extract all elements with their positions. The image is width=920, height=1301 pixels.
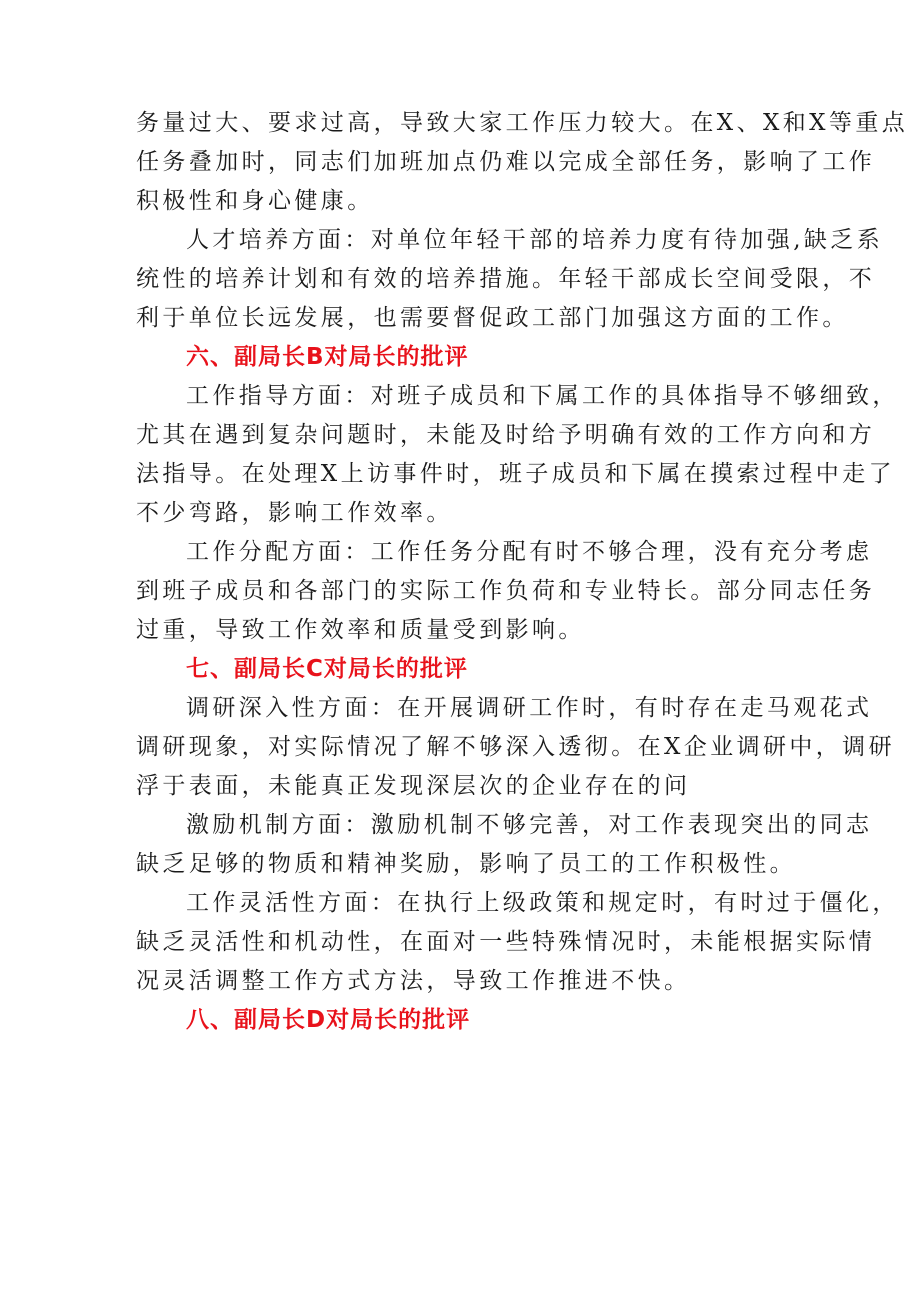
body-line: 积极性和身心健康。	[136, 188, 374, 214]
body-line: 况灵活调整工作方式方法，导致工作推进不快。	[136, 968, 691, 994]
section-heading: 六、副局长B对局长的批评	[186, 344, 469, 370]
body-line: 任务叠加时，同志们加班加点仍难以完成全部任务，影响了工作	[136, 149, 876, 175]
body-line: 缺乏足够的物质和精神奖励，影响了员工的工作积极性。	[136, 851, 796, 877]
body-line: 调研现象，对实际情况了解不够深入透彻。在X企业调研中，调研	[136, 734, 895, 760]
paragraph-start-line: 人才培养方面：对单位年轻干部的培养力度有待加强,缺乏系	[186, 227, 884, 253]
body-line: 统性的培养计划和有效的培养措施。年轻干部成长空间受限，不	[136, 266, 876, 292]
body-line: 法指导。在处理X上访事件时，班子成员和下属在摸索过程中走了	[136, 461, 895, 487]
paragraph-start-line: 调研深入性方面：在开展调研工作时，有时存在走马观花式	[186, 695, 873, 721]
body-line: 过重，导致工作效率和质量受到影响。	[136, 617, 585, 643]
paragraph-start-line: 激励机制方面：激励机制不够完善，对工作表现突出的同志	[186, 812, 873, 838]
body-line: 不少弯路，影响工作效率。	[136, 500, 453, 526]
body-line: 尤其在遇到复杂问题时，未能及时给予明确有效的工作方向和方	[136, 422, 876, 448]
body-line: 缺乏灵活性和机动性，在面对一些特殊情况时，未能根据实际情	[136, 929, 876, 955]
paragraph-start-line: 工作分配方面：工作任务分配有时不够合理，没有充分考虑	[186, 539, 873, 565]
body-line: 到班子成员和各部门的实际工作负荷和专业特长。部分同志任务	[136, 578, 876, 604]
paragraph-start-line: 工作灵活性方面：在执行上级政策和规定时，有时过于僵化，	[186, 890, 899, 916]
body-line: 务量过大、要求过高，导致大家工作压力较大。在X、X和X等重点	[136, 110, 909, 136]
body-line: 利于单位长远发展，也需要督促政工部门加强这方面的工作。	[136, 305, 849, 331]
paragraph-start-line: 工作指导方面：对班子成员和下属工作的具体指导不够细致，	[186, 383, 899, 409]
section-heading: 八、副局长D对局长的批评	[186, 1007, 471, 1033]
body-line: 浮于表面，未能真正发现深层次的企业存在的问	[136, 773, 691, 799]
section-heading: 七、副局长C对局长的批评	[186, 656, 468, 682]
